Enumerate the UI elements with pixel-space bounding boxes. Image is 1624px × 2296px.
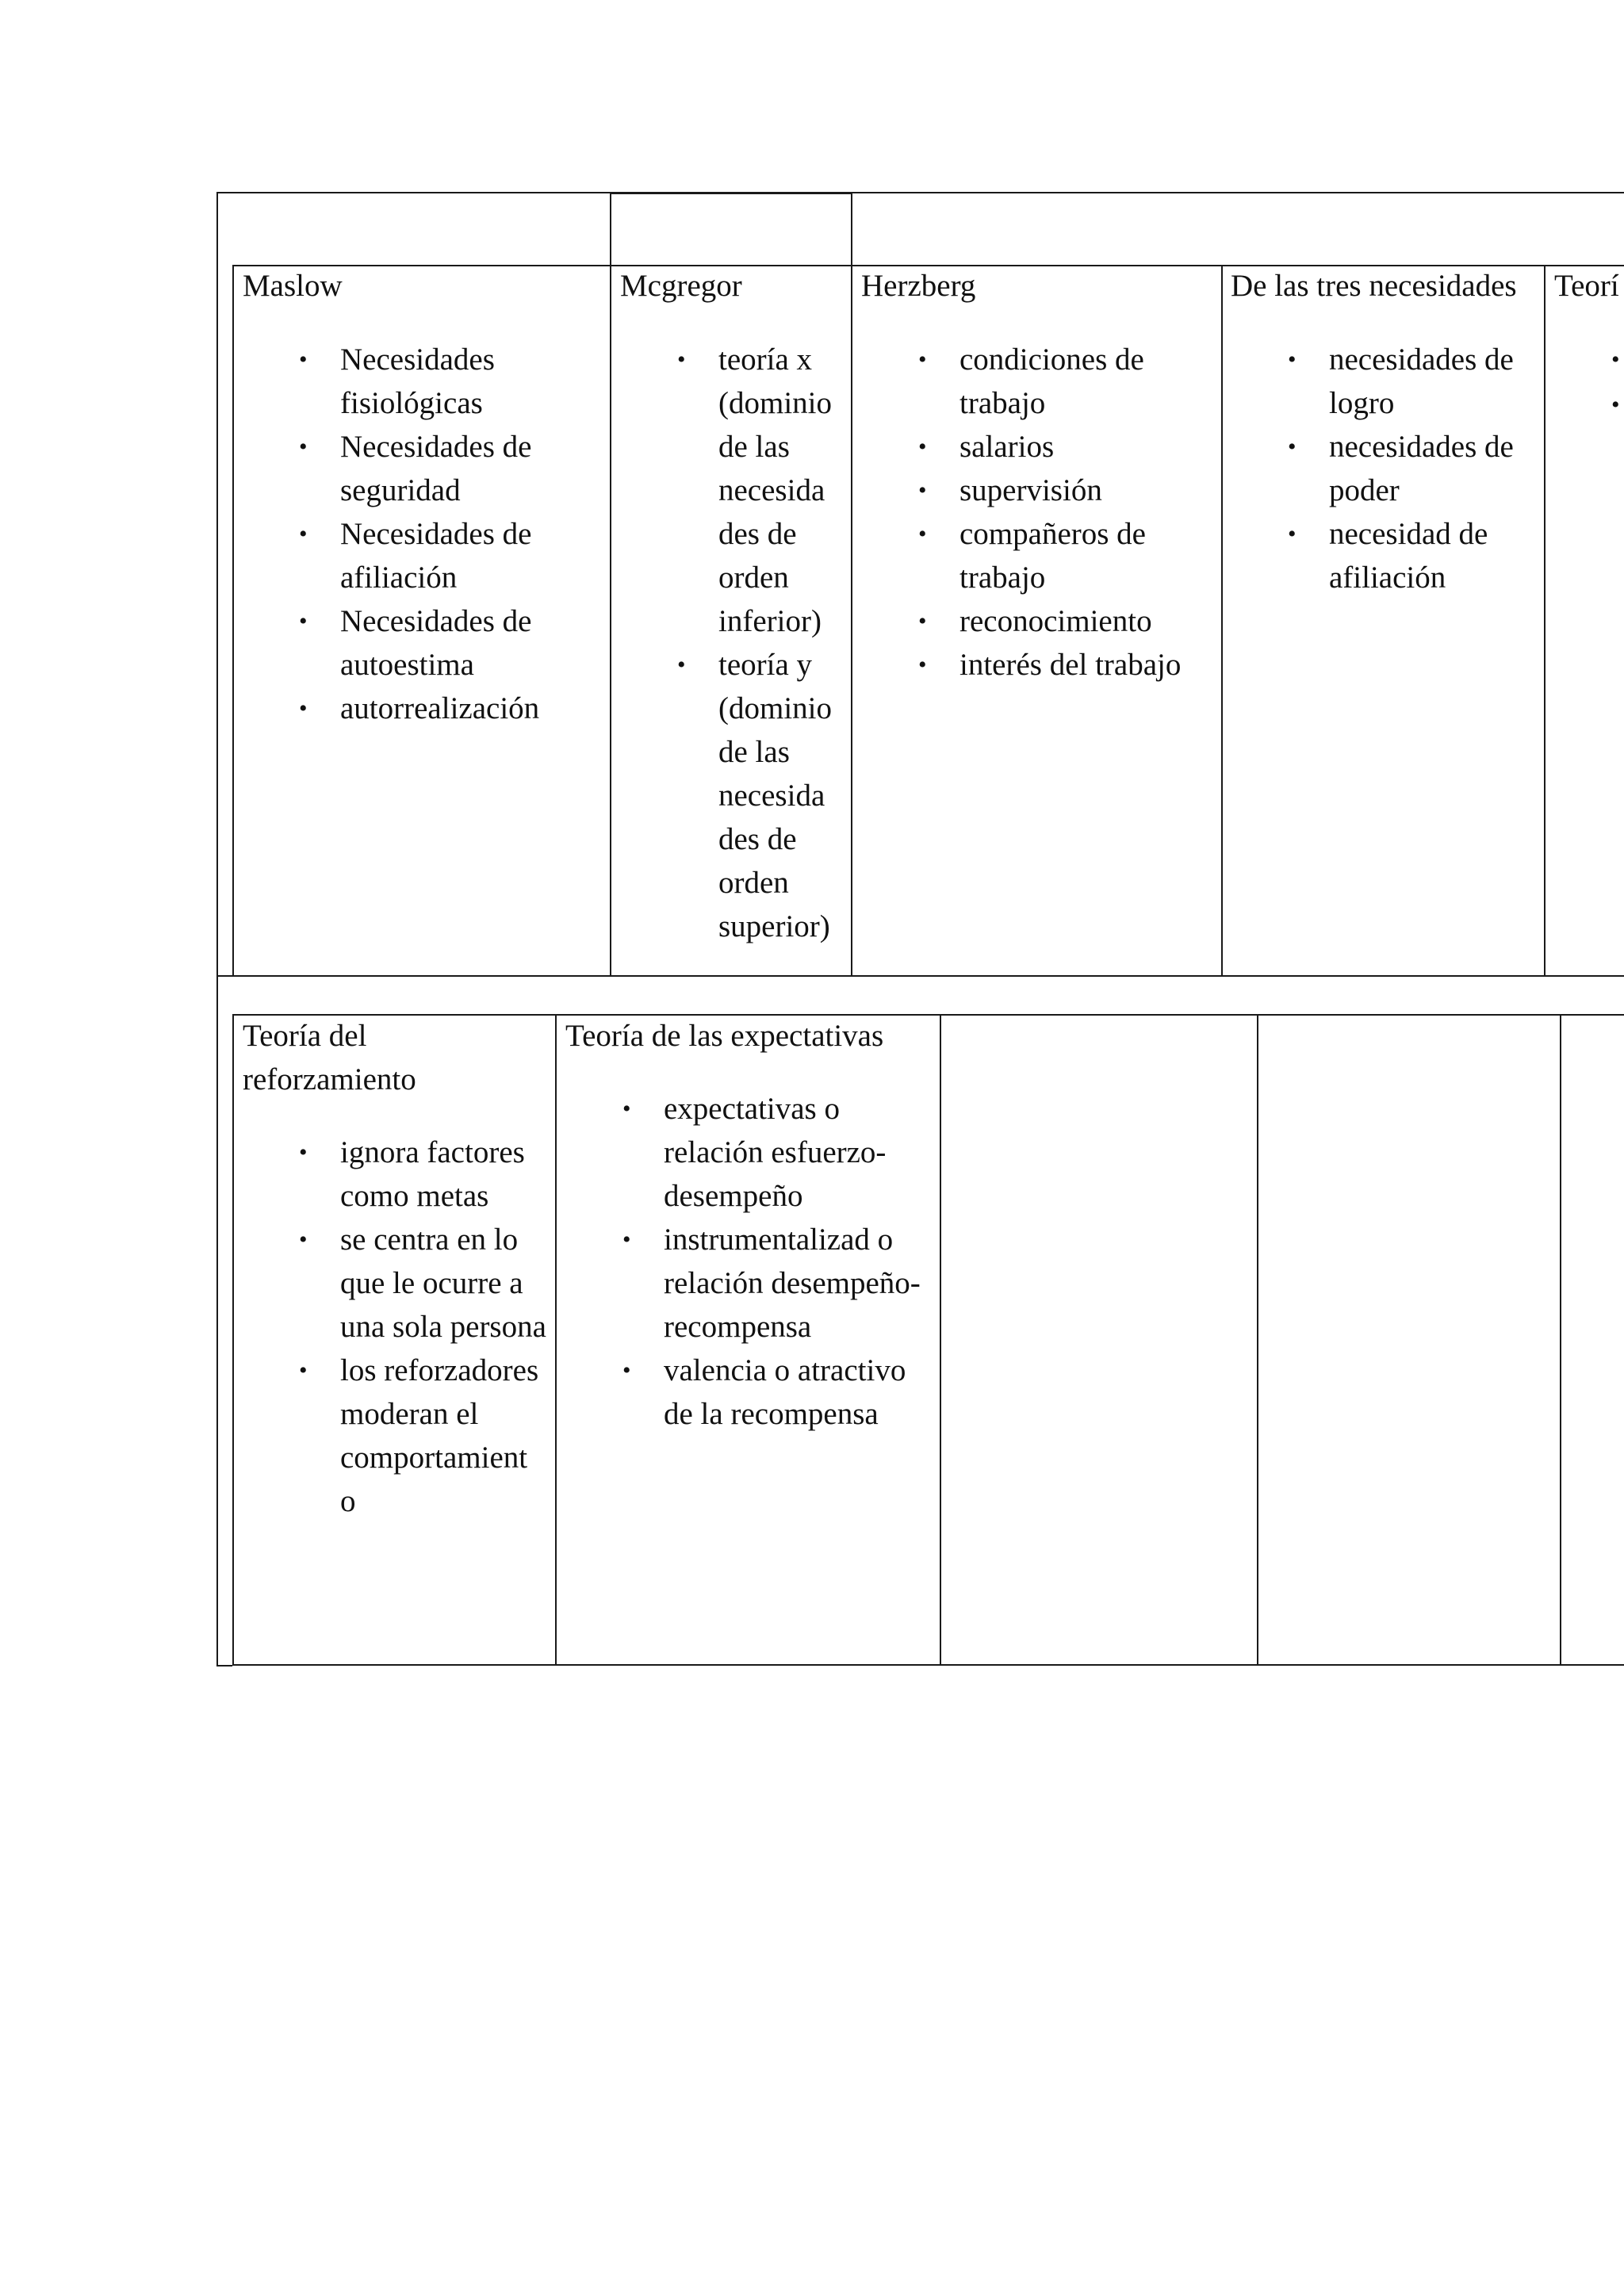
expectativas-list: [622, 1087, 933, 1436]
outer-left-border: [216, 192, 218, 1667]
bullet-icon: •: [1611, 392, 1620, 418]
top-box-right-border: [851, 193, 852, 266]
truncated-column-title: Teorí: [1554, 269, 1619, 303]
mcgregor-title: Mcgregor: [620, 269, 742, 303]
maslow-title: Maslow: [243, 269, 343, 303]
list-item: [299, 425, 602, 512]
reforzamiento-item-2: se centra en lo que le ocurre a una sola persona: [340, 1223, 546, 1344]
herzberg-item-4: compañeros de trabajo: [959, 517, 1146, 595]
expectativas-item-1: expectativas o relación esfuerzo-desempeño: [664, 1092, 887, 1213]
list-item: [1288, 425, 1539, 512]
herzberg-list: [918, 338, 1217, 687]
row2-left-border: [232, 1014, 234, 1665]
row2-divider-2: [940, 1014, 941, 1665]
bullet-icon: •: [1288, 346, 1297, 373]
list-item: [918, 469, 1217, 512]
list-item: [918, 599, 1217, 643]
bullet-icon: •: [299, 1357, 308, 1383]
herzberg-item-1: condiciones de trabajo: [959, 342, 1144, 420]
row1-bottom-border: [216, 975, 1624, 977]
row2-divider-1: [555, 1014, 557, 1665]
list-item: [299, 1349, 550, 1523]
row2-bottom-border: [232, 1664, 1624, 1666]
bullet-icon: •: [918, 521, 927, 547]
bullet-icon: •: [918, 346, 927, 373]
list-item: [299, 1131, 550, 1218]
list-item: [299, 1218, 550, 1349]
truncated-column: [1546, 264, 1624, 962]
herzberg-item-6: interés del trabajo: [959, 648, 1182, 682]
top-box-top-border: [610, 193, 852, 194]
outer-bottom-border: [216, 1665, 232, 1667]
reforzamiento-item-1: ignora factores como metas: [340, 1135, 525, 1213]
herzberg-item-5: reconocimiento: [959, 604, 1152, 638]
list-item: [918, 643, 1217, 687]
bullet-icon: •: [622, 1226, 631, 1253]
bullet-icon: •: [677, 652, 686, 678]
list-item: [1288, 338, 1539, 425]
bullet-icon: •: [1288, 521, 1297, 547]
bullet-icon: •: [622, 1096, 631, 1122]
top-box-left-border: [610, 193, 611, 266]
row2-divider-3: [1257, 1014, 1258, 1665]
reforzamiento-title: Teoría del reforzamiento: [243, 1019, 416, 1096]
herzberg-item-2: salarios: [959, 430, 1055, 464]
bullet-icon: •: [677, 346, 686, 373]
reforzamiento-list: [299, 1131, 550, 1523]
list-item: [918, 338, 1217, 425]
list-item: [677, 643, 850, 948]
reforzamiento-item-3: los reforzadores moderan el comportamient o: [340, 1353, 539, 1518]
bullet-icon: •: [299, 521, 308, 547]
expectativas-item-3: valencia o atractivo de la recompensa: [664, 1353, 906, 1431]
maslow-item-2: Necesidades de seguridad: [340, 430, 532, 507]
list-item: [622, 1087, 933, 1218]
row2-divider-4: [1560, 1014, 1561, 1665]
maslow-item-4: Necesidades de autoestima: [340, 604, 532, 682]
bullet-icon: •: [918, 608, 927, 634]
bullet-icon: •: [299, 346, 308, 373]
list-item: [299, 338, 602, 425]
row1-divider-4: [1544, 265, 1545, 976]
expectativas-title: Teoría de las expectativas: [565, 1019, 884, 1053]
bullet-icon: •: [918, 477, 927, 503]
bullet-icon: •: [918, 434, 927, 460]
row1-divider-3: [1221, 265, 1223, 976]
tres-necesidades-title: De las tres necesidades: [1231, 269, 1517, 303]
mcgregor-item-2: teoría y (dominio de las necesida des de orden superior): [718, 648, 832, 943]
list-item: [1288, 512, 1539, 599]
mcgregor-item-1: teoría x (dominio de las necesida des de orden inferior): [718, 342, 832, 638]
bullet-icon: •: [299, 608, 308, 634]
maslow-item-5: autorrealización: [340, 691, 540, 725]
list-item: [299, 599, 602, 687]
outer-top-border: [216, 192, 1624, 193]
maslow-item-1: Necesidades fisiológicas: [340, 342, 495, 420]
list-item: [299, 687, 602, 730]
maslow-item-3: Necesidades de afiliación: [340, 517, 532, 595]
bullet-icon: •: [299, 695, 308, 721]
tres-necesidades-list: [1288, 338, 1539, 599]
bullet-icon: •: [299, 1139, 308, 1165]
bullet-icon: •: [299, 434, 308, 460]
maslow-list: [299, 338, 602, 730]
bullet-icon: •: [918, 652, 927, 678]
tres-item-1: necesidades de logro: [1329, 342, 1514, 420]
bullet-icon: •: [622, 1357, 631, 1383]
bullet-icon: •: [1611, 346, 1620, 373]
row1-divider-2: [851, 265, 852, 976]
row1-left-border: [232, 265, 234, 976]
row1-divider-1: [610, 265, 611, 976]
mcgregor-list: [677, 338, 850, 948]
herzberg-title: Herzberg: [861, 269, 976, 303]
list-item: [918, 425, 1217, 469]
bullet-icon: •: [299, 1226, 308, 1253]
herzberg-item-3: supervisión: [959, 473, 1102, 507]
tres-item-2: necesidades de poder: [1329, 430, 1514, 507]
list-item: [622, 1218, 933, 1349]
list-item: [299, 512, 602, 599]
list-item: [918, 512, 1217, 599]
expectativas-item-2: instrumentalizad o relación desempeño-recompensa: [664, 1223, 921, 1344]
bullet-icon: •: [1288, 434, 1297, 460]
list-item: [622, 1349, 933, 1436]
tres-item-3: necesidad de afiliación: [1329, 517, 1488, 595]
list-item: [677, 338, 850, 643]
